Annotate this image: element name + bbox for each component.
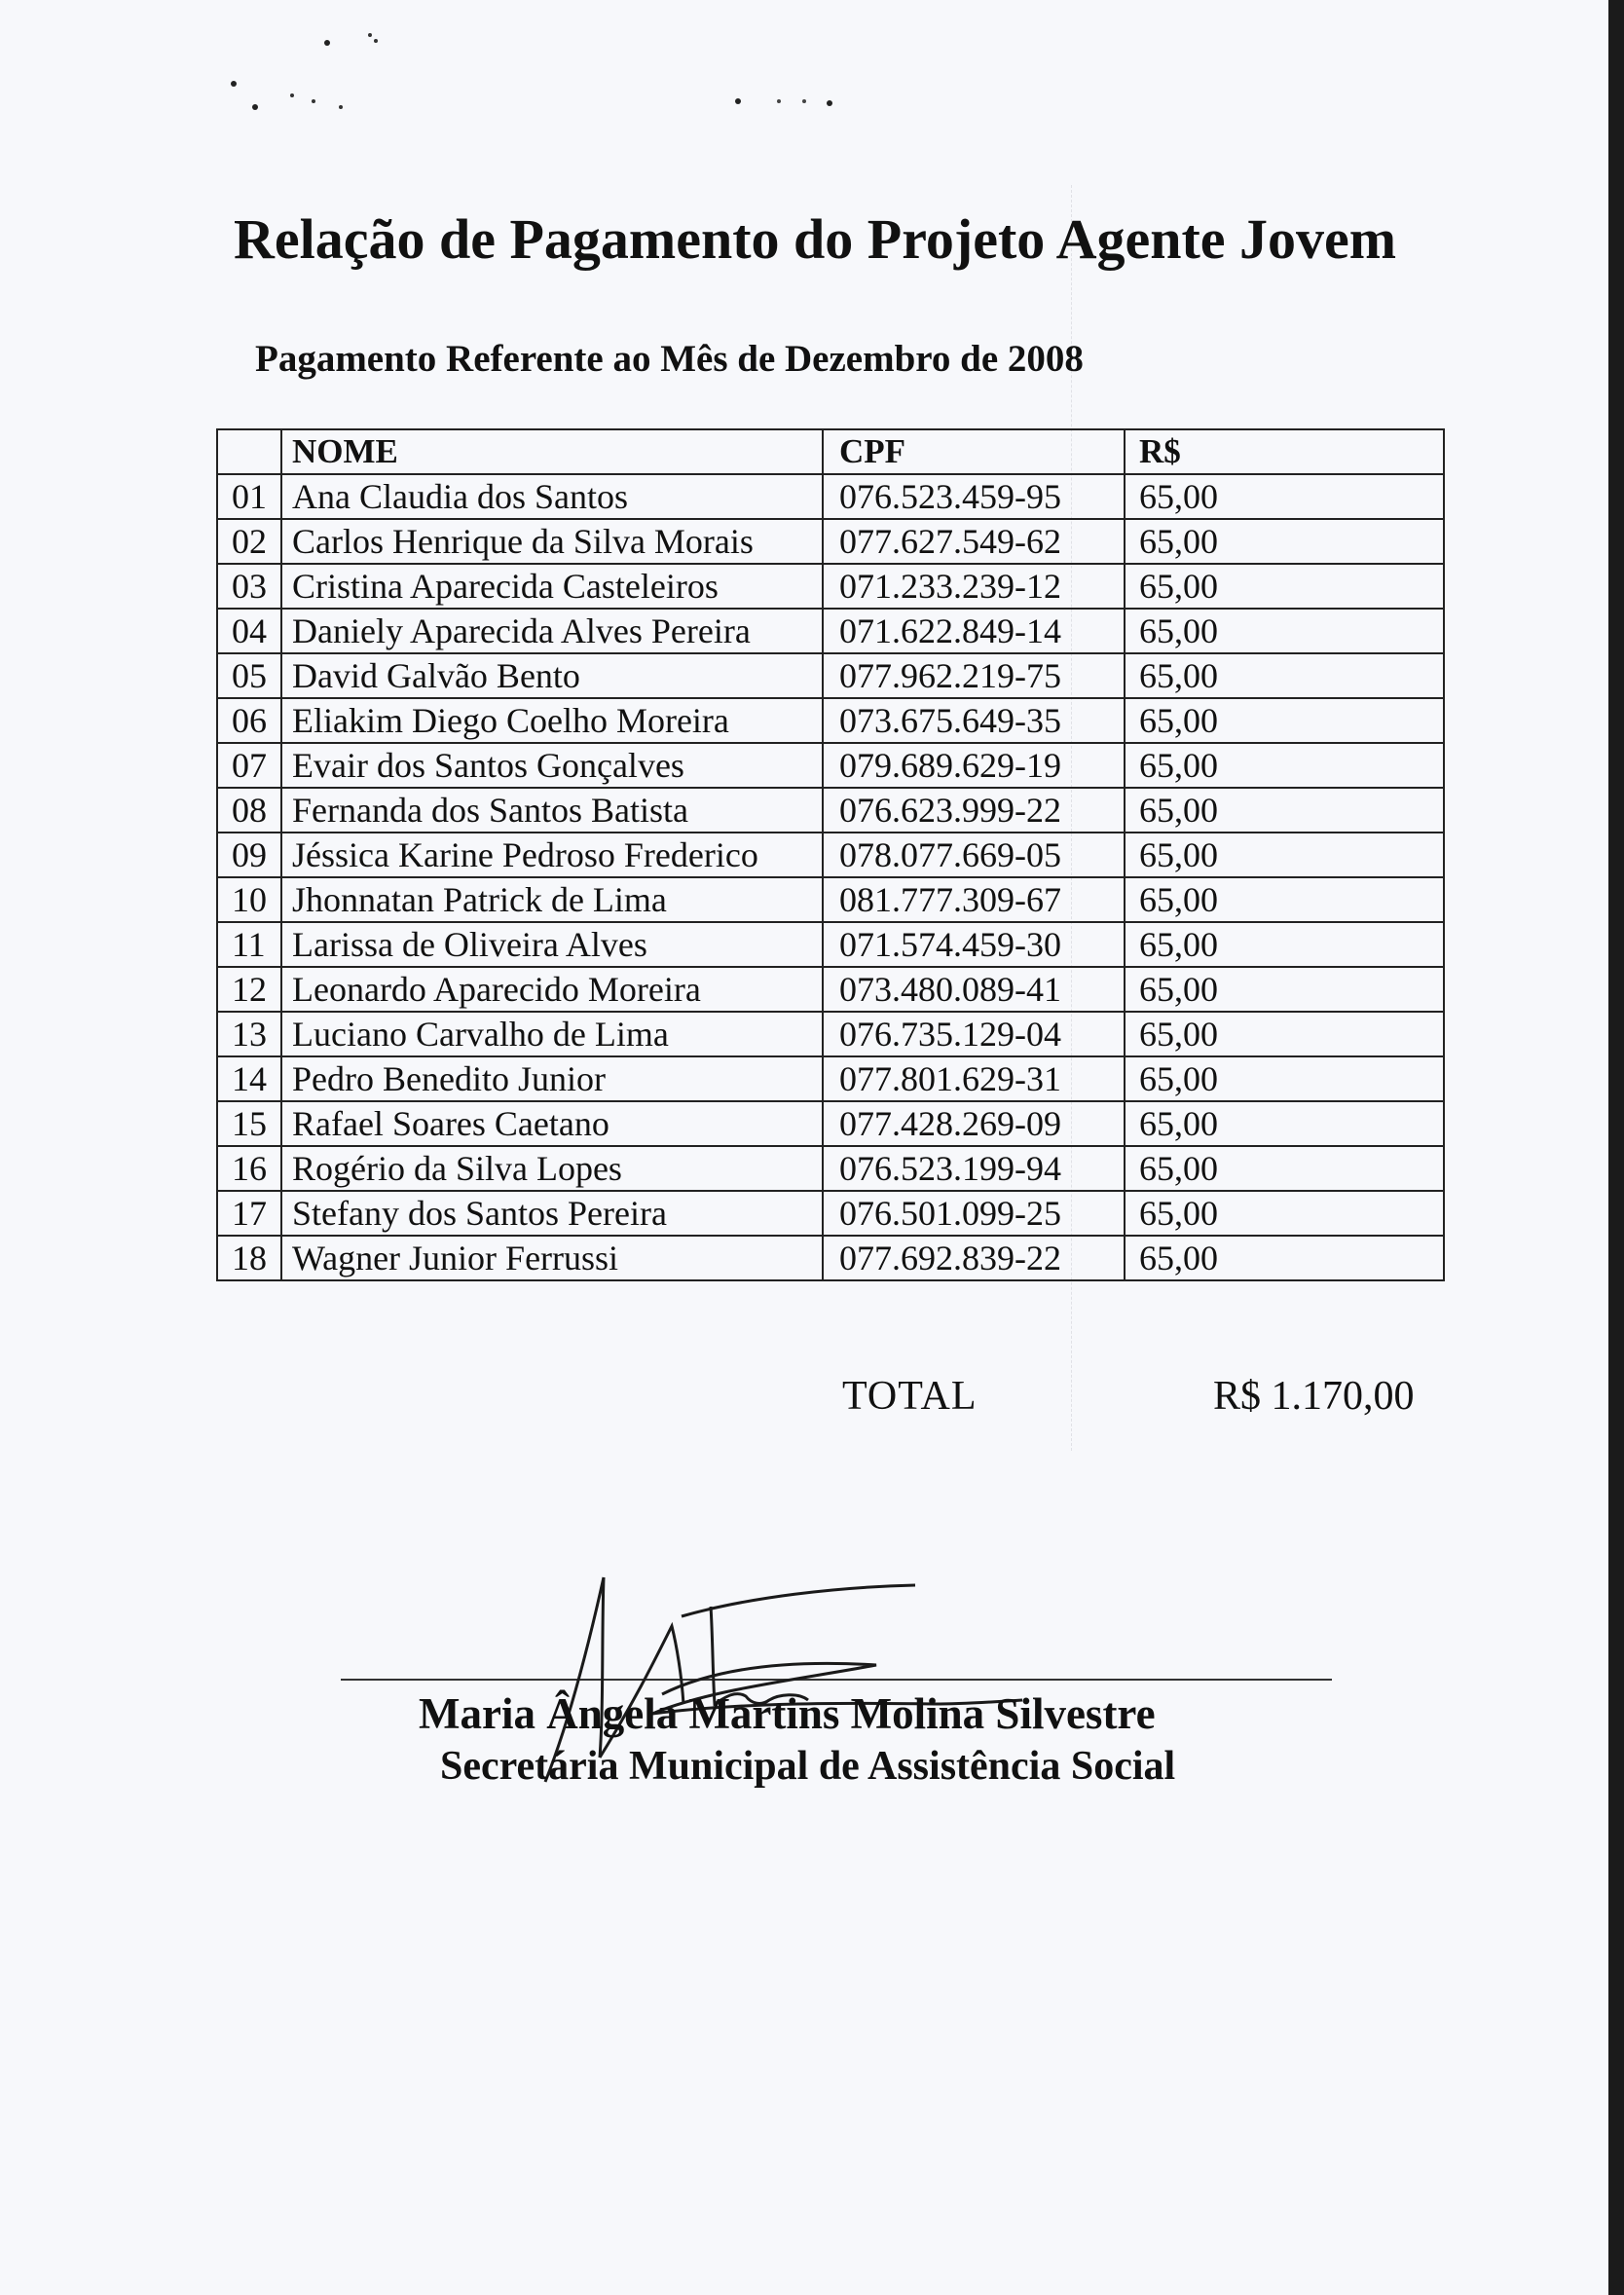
row-value: 65,00 [1125, 1056, 1444, 1101]
row-number: 15 [217, 1101, 281, 1146]
row-value: 65,00 [1125, 967, 1444, 1012]
table-row [217, 1056, 1444, 1101]
total-label: TOTAL [842, 1374, 978, 1419]
row-name: Jhonnatan Patrick de Lima [281, 877, 823, 922]
table-row [217, 788, 1444, 833]
row-value: 65,00 [1125, 698, 1444, 743]
row-number: 01 [217, 474, 281, 519]
row-cpf: 076.735.129-04 [823, 1012, 1125, 1056]
total-value: R$ 1.170,00 [1213, 1374, 1415, 1419]
scan-specks [0, 0, 1608, 195]
row-cpf: 078.077.669-05 [823, 833, 1125, 877]
table-row [217, 967, 1444, 1012]
row-value: 65,00 [1125, 1101, 1444, 1146]
row-cpf: 073.480.089-41 [823, 967, 1125, 1012]
row-value: 65,00 [1125, 1236, 1444, 1280]
row-name: Carlos Henrique da Silva Morais [281, 519, 823, 564]
row-cpf: 073.675.649-35 [823, 698, 1125, 743]
row-name: Ana Claudia dos Santos [281, 474, 823, 519]
row-value: 65,00 [1125, 474, 1444, 519]
row-name: Rafael Soares Caetano [281, 1101, 823, 1146]
row-value: 65,00 [1125, 1012, 1444, 1056]
table-row [217, 609, 1444, 653]
row-name: Cristina Aparecida Casteleiros [281, 564, 823, 609]
row-cpf: 071.622.849-14 [823, 609, 1125, 653]
table-row [217, 1191, 1444, 1236]
row-name: Larissa de Oliveira Alves [281, 922, 823, 967]
table-row [217, 474, 1444, 519]
row-number: 05 [217, 653, 281, 698]
row-cpf: 077.692.839-22 [823, 1236, 1125, 1280]
row-value: 65,00 [1125, 1146, 1444, 1191]
row-number: 18 [217, 1236, 281, 1280]
row-value: 65,00 [1125, 833, 1444, 877]
row-number: 11 [217, 922, 281, 967]
table-row [217, 743, 1444, 788]
row-value: 65,00 [1125, 564, 1444, 609]
payment-table [216, 428, 1445, 1281]
table-row [217, 564, 1444, 609]
signer-role: Secretária Municipal de Assistência Social [440, 1744, 1176, 1789]
document-subtitle: Pagamento Referente ao Mês de Dezembro de 2008 [255, 338, 1084, 380]
row-value: 65,00 [1125, 922, 1444, 967]
table-row [217, 922, 1444, 967]
row-number: 07 [217, 743, 281, 788]
row-number: 09 [217, 833, 281, 877]
row-cpf: 079.689.629-19 [823, 743, 1125, 788]
row-number: 08 [217, 788, 281, 833]
row-cpf: 077.627.549-62 [823, 519, 1125, 564]
row-name: Stefany dos Santos Pereira [281, 1191, 823, 1236]
table-row [217, 1101, 1444, 1146]
row-cpf: 071.233.239-12 [823, 564, 1125, 609]
row-value: 65,00 [1125, 1191, 1444, 1236]
row-cpf: 076.623.999-22 [823, 788, 1125, 833]
row-cpf: 077.428.269-09 [823, 1101, 1125, 1146]
document-title: Relação de Pagamento do Projeto Agente Jovem [234, 207, 1397, 271]
row-number: 03 [217, 564, 281, 609]
row-cpf: 081.777.309-67 [823, 877, 1125, 922]
row-value: 65,00 [1125, 653, 1444, 698]
table-row [217, 519, 1444, 564]
row-number: 02 [217, 519, 281, 564]
row-name: Daniely Aparecida Alves Pereira [281, 609, 823, 653]
row-cpf: 076.523.459-95 [823, 474, 1125, 519]
row-name: Fernanda dos Santos Batista [281, 788, 823, 833]
row-number: 12 [217, 967, 281, 1012]
row-number: 10 [217, 877, 281, 922]
header-name: NOME [281, 429, 823, 474]
row-value: 65,00 [1125, 788, 1444, 833]
row-cpf: 076.501.099-25 [823, 1191, 1125, 1236]
row-name: Evair dos Santos Gonçalves [281, 743, 823, 788]
table-row [217, 1012, 1444, 1056]
header-number [217, 429, 281, 474]
row-name: Pedro Benedito Junior [281, 1056, 823, 1101]
signer-name: Maria Ângela Martins Molina Silvestre [419, 1689, 1156, 1738]
table-header-row [217, 429, 1444, 474]
row-name: David Galvão Bento [281, 653, 823, 698]
row-number: 06 [217, 698, 281, 743]
table-row [217, 833, 1444, 877]
row-name: Jéssica Karine Pedroso Frederico [281, 833, 823, 877]
row-name: Luciano Carvalho de Lima [281, 1012, 823, 1056]
table-row [217, 653, 1444, 698]
row-value: 65,00 [1125, 519, 1444, 564]
row-name: Wagner Junior Ferrussi [281, 1236, 823, 1280]
row-value: 65,00 [1125, 743, 1444, 788]
row-number: 16 [217, 1146, 281, 1191]
row-value: 65,00 [1125, 877, 1444, 922]
row-number: 14 [217, 1056, 281, 1101]
row-number: 17 [217, 1191, 281, 1236]
row-cpf: 076.523.199-94 [823, 1146, 1125, 1191]
row-cpf: 077.962.219-75 [823, 653, 1125, 698]
row-cpf: 077.801.629-31 [823, 1056, 1125, 1101]
row-number: 13 [217, 1012, 281, 1056]
row-name: Rogério da Silva Lopes [281, 1146, 823, 1191]
row-value: 65,00 [1125, 609, 1444, 653]
row-name: Eliakim Diego Coelho Moreira [281, 698, 823, 743]
table-row [217, 1236, 1444, 1280]
table-row [217, 698, 1444, 743]
scan-edge [1608, 0, 1624, 2295]
header-value: R$ [1125, 429, 1444, 474]
row-number: 04 [217, 609, 281, 653]
row-cpf: 071.574.459-30 [823, 922, 1125, 967]
table-row [217, 1146, 1444, 1191]
row-name: Leonardo Aparecido Moreira [281, 967, 823, 1012]
header-cpf: CPF [823, 429, 1125, 474]
table-row [217, 877, 1444, 922]
